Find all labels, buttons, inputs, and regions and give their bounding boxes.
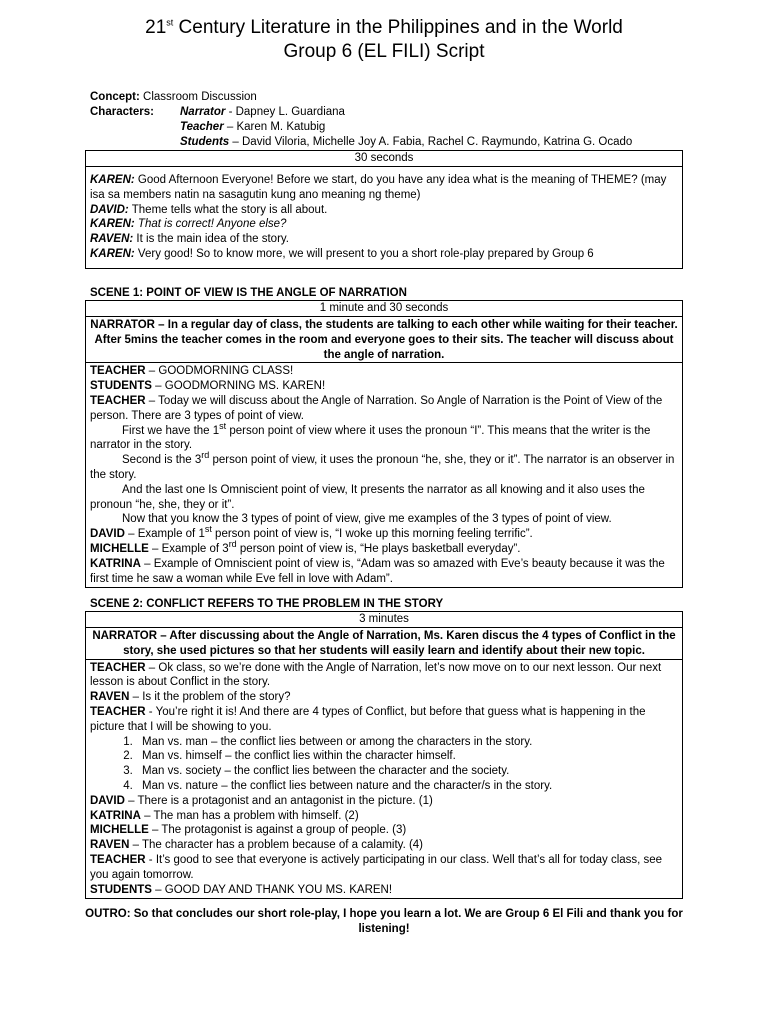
list-item: 1. Man vs. man – the conflict lies between or among the characters in the story. [136, 735, 678, 750]
dialogue-line: DAVID: Theme tells what the story is all about. [90, 203, 328, 216]
scene1-time: 1 minute and 30 seconds [86, 301, 682, 317]
scene1-narration: NARRATOR – In a regular day of class, the students are talking to each other while waiting for their teacher. After 5mins the teacher comes in the room and everyone goes to their sits. The teacher will discuss about the angle of narration. [86, 317, 682, 363]
scene1-dialogue [86, 363, 682, 587]
dialogue-line: MICHELLE – The protagonist is against a group of people. (3) [90, 824, 407, 837]
scene2-heading: SCENE 2: CONFLICT REFERS TO THE PROBLEM IN THE STORY [90, 598, 444, 610]
dialogue-line: KATRINA – Example of Omniscient point of view is, “Adam was so amazed with Eve’s beauty because it was the first time he saw a woman while Eve fell in love with Adam”. [90, 557, 665, 585]
dialogue-line: STUDENTS – GOODMORNING MS. KAREN! [90, 380, 326, 393]
dialogue-line: STUDENTS – GOOD DAY AND THANK YOU MS. KAREN! [90, 883, 393, 896]
intro-time: 30 seconds [86, 151, 682, 167]
scene2-time: 3 minutes [86, 612, 682, 628]
scene2-table [85, 611, 683, 899]
intro-table [85, 150, 683, 269]
dialogue-line: TEACHER – GOODMORNING CLASS! [90, 365, 294, 378]
dialogue-line: RAVEN – Is it the problem of the story? [90, 691, 291, 704]
dialogue-line: KAREN: Good Afternoon Everyone! Before we start, do you have any idea what is the meaning of THEME? (may isa sa members natin na sasagutin kung ano meaning ng theme) [90, 174, 667, 201]
dialogue-line: KAREN: Very good! So to know more, we will present to you a short role-play prepared by Group 6 [90, 247, 594, 260]
outro-text: OUTRO: So that concludes our short role-play, I hope you learn a lot. We are Group 6 El Fili and thank you for listening! [85, 908, 683, 935]
scene1-table [85, 300, 683, 588]
paragraph: And the last one Is Omniscient point of view, It presents the narrator as all knowing and it also uses the pronoun “he, she, they or it”. [90, 483, 645, 511]
dialogue-line: TEACHER – Today we will discuss about the Angle of Narration. So Angle of Narration is the Point of View of the person. There are 3 types of point of view. [90, 394, 663, 422]
dialogue-line: KAREN: That is correct! Anyone else? [90, 218, 287, 231]
dialogue-line: MICHELLE – Example of 3rd person point of view is, “He plays basketball everyday”. [90, 539, 521, 555]
dialogue-line: TEACHER - You’re right it is! And there are 4 types of Conflict, but before that guess what is happening in the picture that I will be showing to you. [90, 705, 646, 733]
dialogue-line: TEACHER – Ok class, so we’re done with the Angle of Narration, let’s now move on to our next lesson. Our next lesson is about Conflict in the story. [90, 661, 662, 689]
script-meta: Concept: Classroom Discussion Characters: Narrator - Dapney L. Guardiana Teacher – Karen M. Katubig Students – David Viloria, Michelle Joy A. Fabia, Rachel C. Raymundo, Katrina G. Ocado [90, 91, 633, 148]
scene2-narration: NARRATOR – After discussing about the Angle of Narration, Ms. Karen discus the 4 types of Conflict in the story, she used pictures so that her students will easily learn and identify about their new topic. [86, 628, 682, 660]
dialogue-line: TEACHER - It’s good to see that everyone is actively participating in our class. Well that’s all for today class, see you again tomorrow. [90, 853, 663, 881]
scene1-heading: SCENE 1: POINT OF VIEW IS THE ANGLE OF NARRATION [90, 287, 407, 299]
dialogue-line: DAVID – Example of 1st person point of view is, “I woke up this morning feeling terrific”. [90, 524, 533, 541]
dialogue-line: RAVEN – The character has a problem because of a calamity. (4) [90, 839, 424, 852]
paragraph: First we have the 1st person point of view where it uses the pronoun “I”. This means that the writer is the narrator in the story. [90, 420, 651, 452]
paragraph: Second is the 3rd person point of view, it uses the pronoun “he, she, they or it”. The narrator is an observer in the story. [90, 450, 675, 481]
paragraph: Now that you know the 3 types of point of view, give me examples of the 3 types of point of view. [122, 513, 612, 526]
list-item: 3. Man vs. society – the conflict lies between the character and the society. [136, 764, 678, 779]
intro-dialogue [86, 167, 682, 268]
dialogue-line: DAVID – There is a protagonist and an antagonist in the picture. (1) [90, 794, 433, 807]
document-subtitle: Group 6 (EL FILI) Script [283, 41, 485, 62]
conflict-types-list [90, 735, 678, 794]
document-title: 21st Century Literature in the Philippines and in the World [145, 17, 623, 38]
list-item: 4. Man vs. nature – the conflict lies between nature and the character/s in the story. [136, 779, 678, 794]
dialogue-line: RAVEN: It is the main idea of the story. [90, 233, 289, 246]
dialogue-line: KATRINA – The man has a problem with himself. (2) [90, 809, 359, 822]
list-item: 2. Man vs. himself – the conflict lies within the character himself. [136, 749, 678, 764]
scene2-dialogue [86, 660, 682, 899]
